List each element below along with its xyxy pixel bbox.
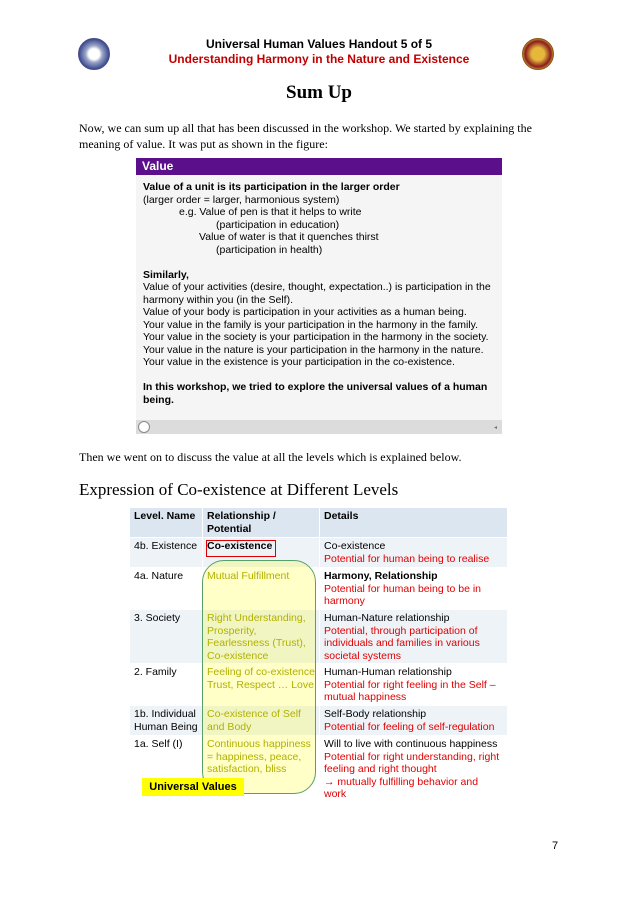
table-header-cell: Level. Name — [130, 508, 203, 538]
value-figure-line: Your value in the family is your participation in the harmony in the family. — [143, 318, 479, 331]
table-header-cell: Relationship / Potential — [203, 508, 320, 538]
table-level-cell: 4a. Nature — [130, 568, 203, 610]
value-figure-line: In this workshop, we tried to explore the universal values of a human — [143, 381, 488, 393]
universal-values-highlight — [202, 560, 316, 794]
table-relationship-cell: Feeling of co-existence Trust, Respect … Love — [203, 664, 320, 706]
details-line: Human-Human relationship — [324, 666, 452, 678]
table-details-cell — [320, 736, 508, 798]
universal-values-badge: Universal Values — [142, 778, 244, 796]
scroll-end-arrow-icon[interactable]: ◂ — [494, 425, 498, 431]
details-line: Potential for feeling of self-regulation — [324, 720, 495, 733]
value-figure-line — [143, 256, 499, 269]
table-header-cell: Details — [320, 508, 508, 538]
table-level-cell: 2. Family — [130, 664, 203, 706]
handout-subtitle: Understanding Harmony in the Nature and Existence — [168, 52, 470, 66]
table-relationship-cell: Mutual Fulfillment — [203, 568, 320, 610]
table-level-cell: 1b. Individual Human Being — [130, 706, 203, 736]
levels-table — [130, 508, 508, 798]
details-line: Human-Nature relationship — [324, 612, 450, 624]
value-figure-line: Your value in the existence is your participation in the co-existence. — [143, 356, 455, 368]
details-line: Potential for human being to be in harmony — [324, 582, 482, 607]
section-heading: Expression of Co-existence at Different Levels — [79, 480, 399, 499]
intro-paragraph: Now, we can sum up all that has been discussed in the workshop. We started by explaining the meaning of value. It was put as shown in the figure: — [79, 121, 532, 151]
value-figure-line: e.g. Value of pen is that it helps to write — [179, 206, 362, 218]
table-relationship-cell: Co-existence — [203, 538, 320, 568]
table-relationship-cell: Right Understanding, Prosperity, Fearlessness (Trust), Co-existence — [203, 610, 320, 664]
value-figure-title: Value — [136, 158, 502, 175]
value-figure-line: Value of your activities (desire, thought, expectation..) is participation in the — [143, 281, 491, 293]
value-figure-line: (larger order = larger, harmonious system) — [143, 193, 340, 206]
details-line: Harmony, Relationship — [324, 570, 438, 582]
details-line: Potential for human being to realise — [324, 552, 490, 565]
details-line: Potential for right understanding, right feeling and right thought — [324, 750, 500, 775]
value-figure-line: Value of water is that it quenches thirst — [199, 231, 379, 243]
table-relationship-cell: Co-existence of Self and Body — [203, 706, 320, 736]
co-existence-highlight-box — [206, 540, 276, 557]
details-line: Self-Body relationship — [324, 708, 427, 720]
page-number: 7 — [552, 840, 559, 852]
value-figure-line: Your value in the society is your participation in the harmony in the society. — [143, 331, 489, 343]
transition-paragraph: Then we went on to discuss the value at all the levels which is explained below. — [79, 450, 462, 464]
figure-scrollbar[interactable] — [136, 420, 502, 434]
scroll-button-icon[interactable] — [138, 421, 150, 433]
table-level-cell: 4b. Existence — [130, 538, 203, 568]
table-details-cell — [320, 664, 508, 706]
details-line: Co-existence — [324, 540, 386, 552]
table-relationship-cell: Continuous happiness = happiness, peace, satisfaction, bliss — [203, 736, 320, 798]
details-line: Potential for right feeling in the Self – mutual happiness — [324, 678, 496, 703]
details-line: Will to live with continuous happiness — [324, 738, 498, 750]
value-figure-line: being. — [143, 393, 174, 406]
value-figure-line: Value of your body is participation in your activities as a human being. — [143, 306, 467, 318]
details-line: → mutually fulfilling behavior and work — [324, 775, 479, 800]
page-title: Sum Up — [286, 82, 352, 103]
value-figure-line: harmony within you (in the Self). — [143, 293, 293, 306]
table-level-cell: 1a. Self (I) — [130, 736, 203, 798]
table-details-cell — [320, 706, 508, 736]
value-figure-line: Similarly, — [143, 268, 189, 281]
value-figure-line: (participation in health) — [216, 243, 323, 256]
handout-title: Universal Human Values Handout 5 of 5 — [205, 37, 433, 51]
table-details-cell — [320, 538, 508, 568]
table-level-cell: 3. Society — [130, 610, 203, 664]
table-details-cell — [320, 610, 508, 664]
table-details-cell — [320, 568, 508, 610]
value-figure-line — [143, 369, 499, 382]
value-figure-line: (participation in education) — [216, 218, 340, 231]
value-figure-line: Value of a unit is its participation in the larger order — [143, 181, 400, 193]
value-figure-text — [143, 181, 499, 406]
value-figure-line: Your value in the nature is your participation in the harmony in the nature. — [143, 343, 484, 356]
details-line: Potential, through participation of individuals and families in various societal systems — [324, 624, 480, 662]
